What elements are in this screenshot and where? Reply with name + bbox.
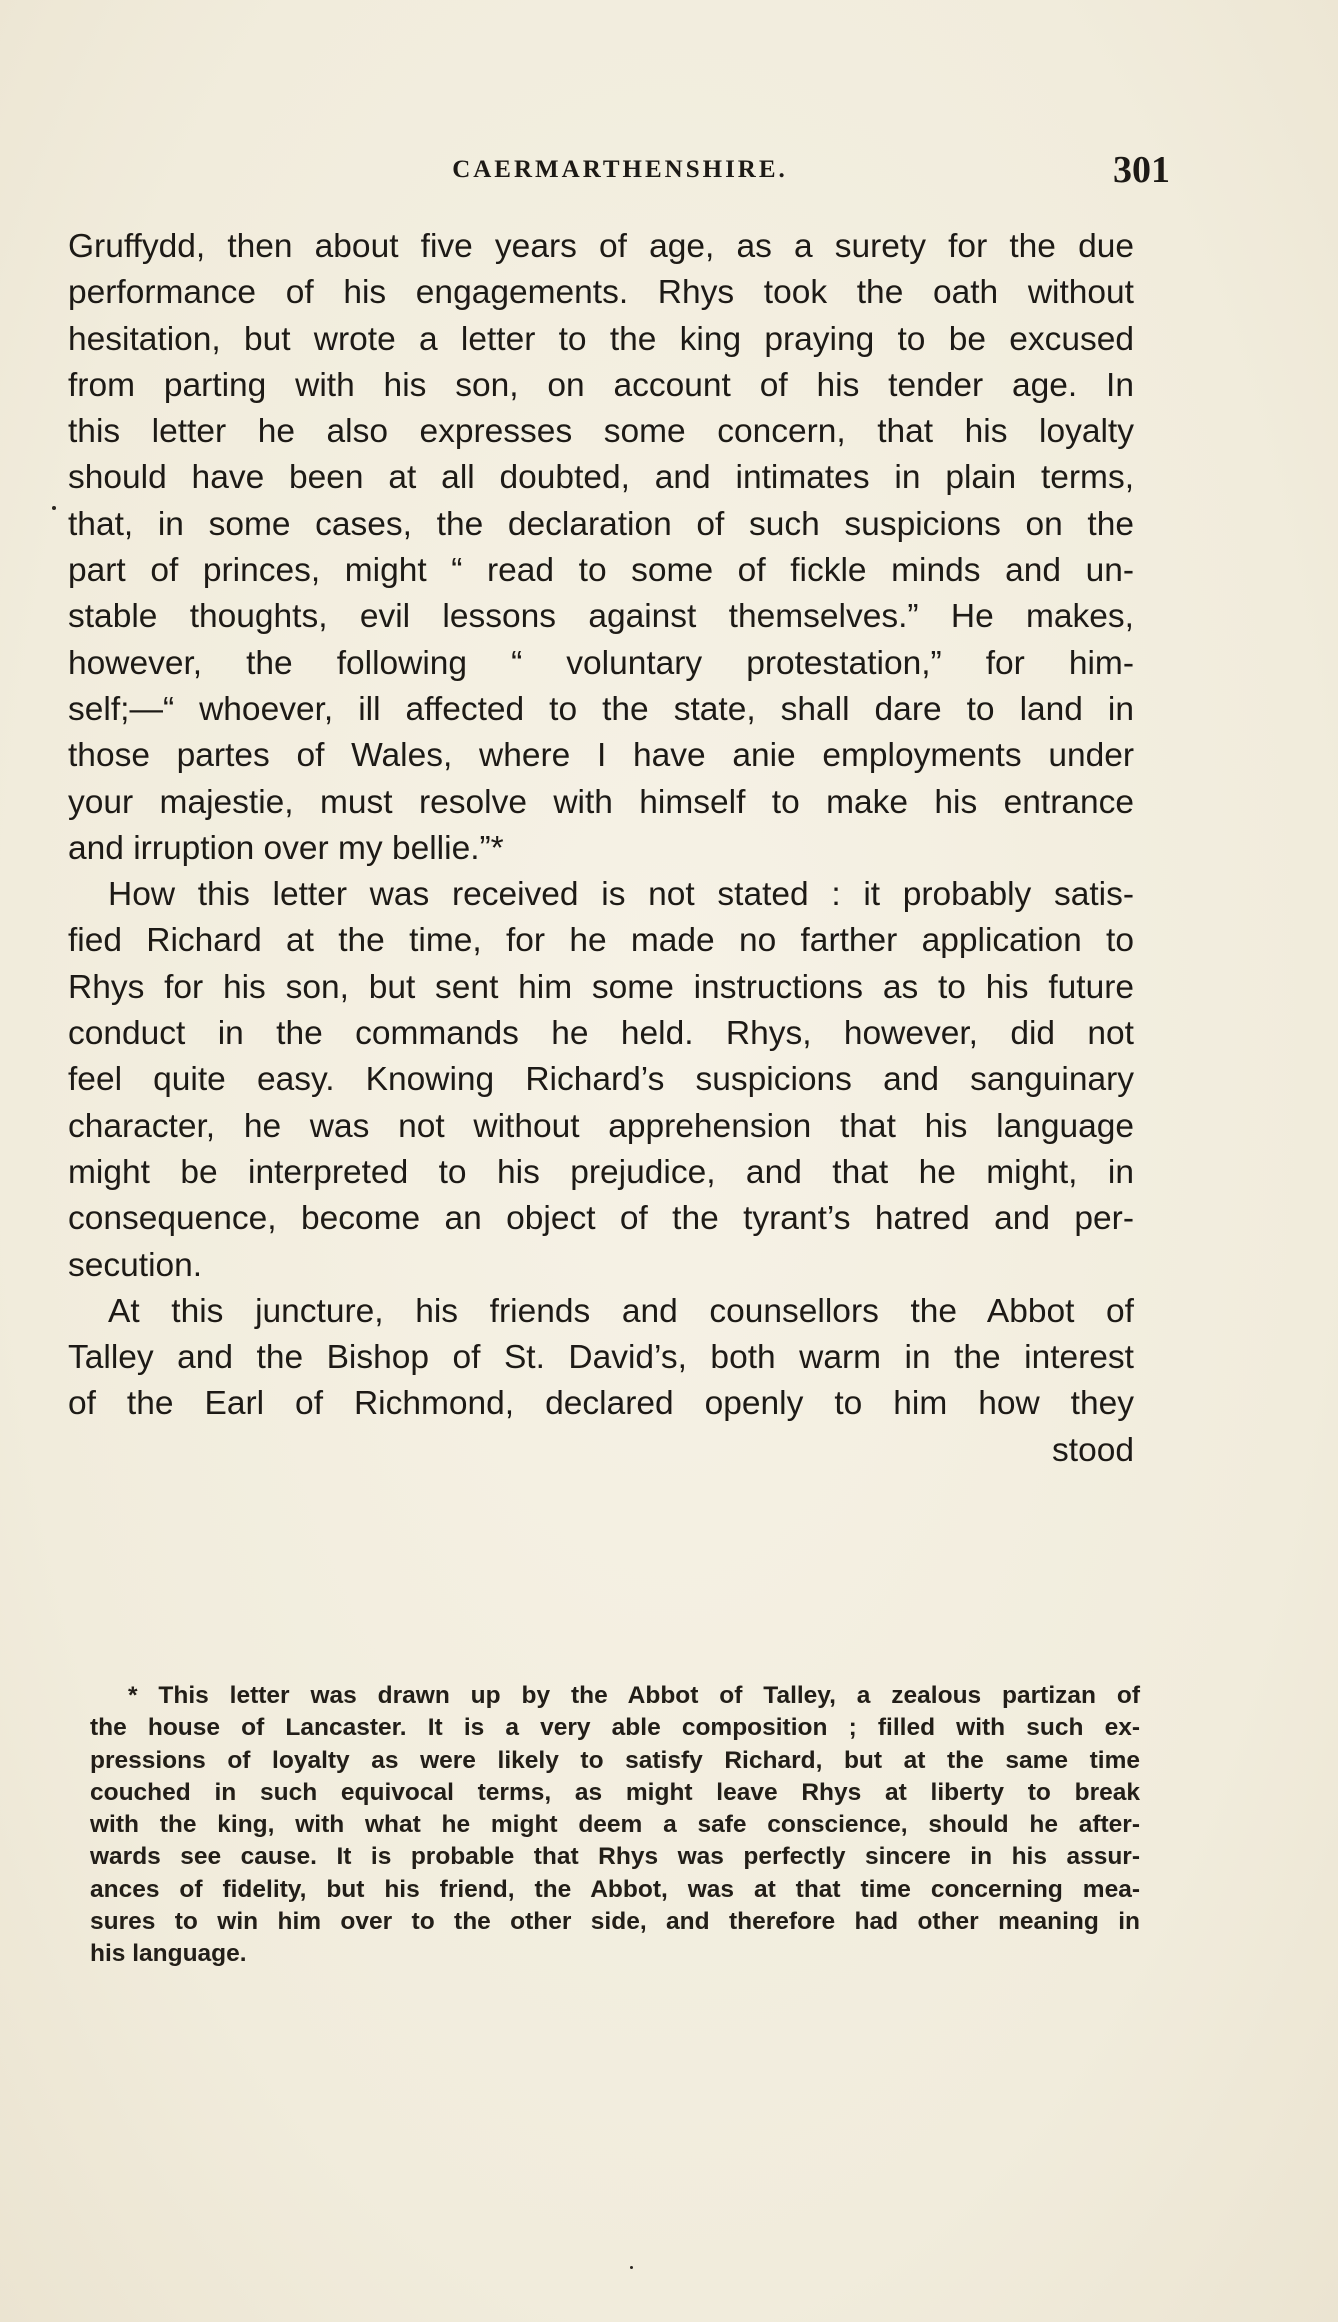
text-line: Talley and the Bishop of St. David’s, both warm in the interest — [68, 1339, 1134, 1377]
footnote-line: pressions of loyalty as were likely to satisfy Richard, but at the same time — [90, 1746, 1140, 1774]
text-line: might be interpreted to his prejudice, and that he might, in — [68, 1153, 1134, 1191]
text-line: At this juncture, his friends and counsellors the Abbot of — [108, 1292, 1134, 1330]
text-line: and irruption over my bellie.”* — [68, 829, 504, 867]
footnote-line: * This letter was drawn up by the Abbot of Talley, a zealous partizan of — [128, 1682, 1140, 1709]
footnote-line: his language. — [90, 1940, 247, 1968]
text-line: conduct in the commands he held. Rhys, however, did not — [68, 1015, 1134, 1053]
ink-speck — [630, 2266, 633, 2269]
text-line: from parting with his son, on account of his tender age. In — [68, 366, 1134, 404]
catchword: stood — [1052, 1431, 1134, 1469]
footnote-line: the house of Lancaster. It is a very able composition ; filled with such ex- — [90, 1714, 1140, 1742]
footnote — [90, 1680, 1140, 1971]
text-line: feel quite easy. Knowing Richard’s suspicions and sanguinary — [68, 1061, 1134, 1099]
text-line: Gruffydd, then about five years of age, as a surety for the due — [68, 228, 1134, 265]
footnote-line: wards see cause. It is probable that Rhys was perfectly sincere in his assur- — [90, 1843, 1140, 1871]
text-line: How this letter was received is not stated : it probably satis- — [108, 876, 1134, 914]
ink-speck — [52, 506, 56, 510]
text-line: hesitation, but wrote a letter to the king praying to be excused — [68, 320, 1134, 358]
text-line: character, he was not without apprehension that his language — [68, 1107, 1134, 1145]
footnote-line: with the king, with what he might deem a safe conscience, should he after- — [90, 1811, 1140, 1839]
text-line: self;—“ whoever, ill affected to the state, shall dare to land in — [68, 690, 1134, 728]
text-line: this letter he also expresses some concern, that his loyalty — [68, 413, 1134, 451]
text-line: consequence, become an object of the tyrant’s hatred and per- — [68, 1200, 1134, 1238]
main-text — [68, 224, 1134, 1474]
footnote-line: ances of fidelity, but his friend, the Abbot, was at that time concerning mea- — [90, 1875, 1140, 1903]
text-line: stable thoughts, evil lessons against themselves.” He makes, — [68, 598, 1134, 636]
running-head: CAERMARTHENSHIRE. — [452, 156, 788, 183]
text-line: of the Earl of Richmond, declared openly to him how they — [68, 1385, 1134, 1423]
page-header — [70, 149, 1170, 202]
text-line: your majestie, must resolve with himself to make his entrance — [68, 783, 1134, 821]
text-line: those partes of Wales, where I have anie employments under — [68, 737, 1134, 775]
text-line: that, in some cases, the declaration of such suspicions on the — [68, 505, 1134, 543]
text-line: Rhys for his son, but sent him some instructions as to his future — [68, 968, 1134, 1006]
page-number: 301 — [1113, 149, 1170, 191]
text-line: secution. — [68, 1246, 203, 1284]
text-line: performance of his engagements. Rhys took the oath without — [68, 274, 1134, 312]
text-line: however, the following “ voluntary protestation,” for him- — [68, 644, 1134, 682]
footnote-line: sures to win him over to the other side, and therefore had other meaning in — [90, 1908, 1140, 1936]
footnote-line: couched in such equivocal terms, as might leave Rhys at liberty to break — [90, 1778, 1140, 1806]
text-line: should have been at all doubted, and intimates in plain terms, — [68, 459, 1134, 497]
text-line: fied Richard at the time, for he made no farther application to — [68, 922, 1134, 960]
text-line: part of princes, might “ read to some of fickle minds and un- — [68, 552, 1134, 590]
